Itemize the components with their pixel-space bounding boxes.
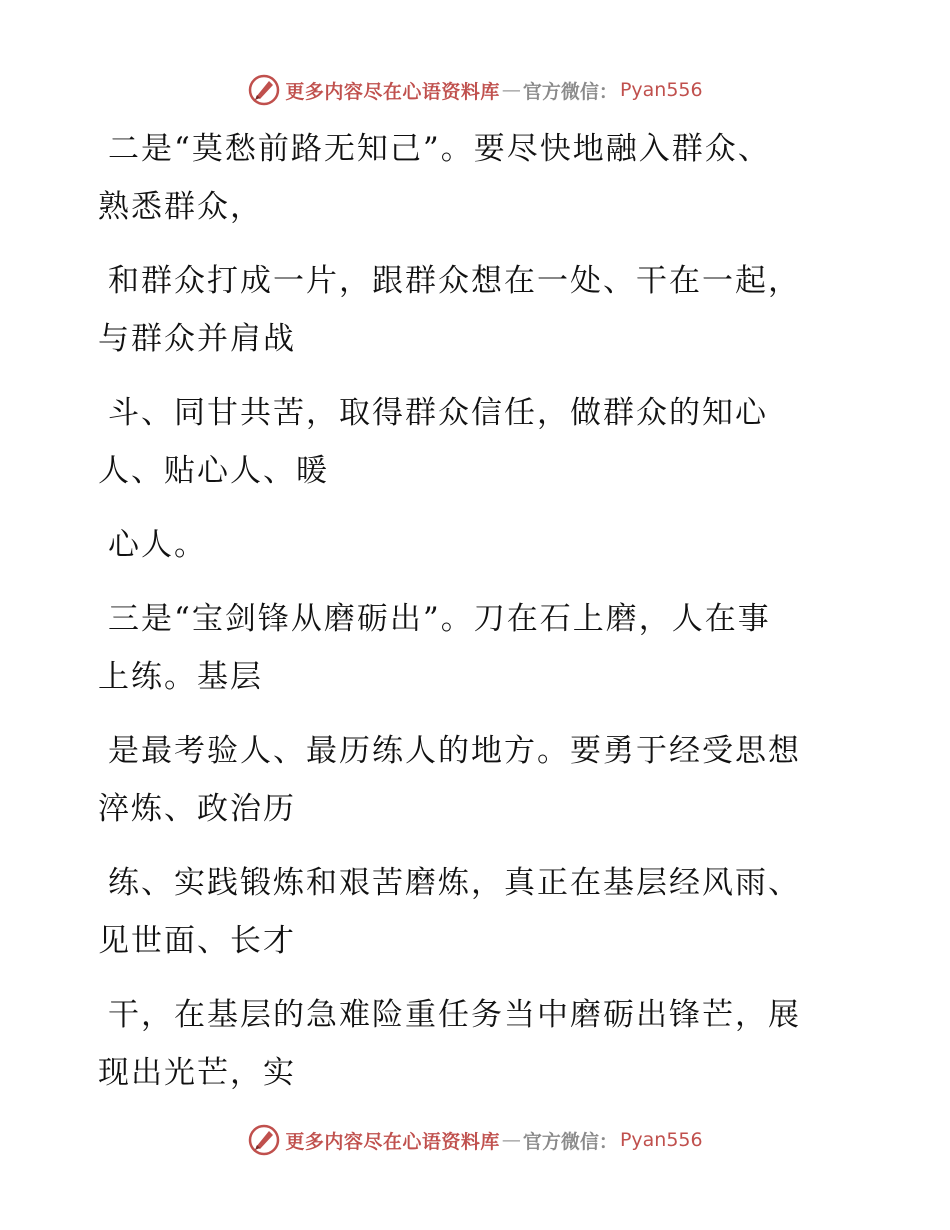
paragraph-line: 见世面、长才 [98, 923, 296, 959]
paragraph-line: 是最考验人、最历练人的地方。要勇于经受思想 [108, 733, 801, 769]
paragraph-line: 干，在基层的急难险重任务当中磨砺出锋芒，展 [108, 997, 801, 1033]
paragraph-line: 现出光芒，实 [98, 1055, 296, 1091]
paragraph-line: 心人。 [108, 527, 207, 563]
pen-logo-icon [247, 73, 281, 107]
paragraph-line: 和群众打成一片，跟群众想在一处、干在一起， [108, 263, 801, 299]
paragraph [98, 722, 838, 838]
header-separator: — [501, 79, 521, 101]
paragraph-line: 淬炼、政治历 [98, 791, 296, 827]
header-contact-id: Pyan556 [619, 79, 703, 101]
paragraph [98, 252, 838, 368]
paragraph-line: 斗、同甘共苦，取得群众信任，做群众的知心 [108, 395, 768, 431]
paragraph [98, 516, 838, 574]
footer-separator: — [501, 1129, 521, 1151]
paragraph [98, 590, 838, 706]
paragraph [98, 854, 838, 970]
footer-site-text: 更多内容尽在心语资料库 [285, 1130, 500, 1153]
paragraph-line: 与群众并肩战 [98, 321, 296, 357]
document-body [98, 120, 838, 1102]
footer-contact-label: 官方微信： [522, 1130, 618, 1153]
paragraph-line: 二是“莫愁前路无知己”。要尽快地融入群众、 [108, 131, 771, 167]
paragraph [98, 384, 838, 500]
paragraph-line: 人、贴心人、暖 [98, 453, 329, 489]
footer-contact-id: Pyan556 [619, 1129, 703, 1151]
header-site-text: 更多内容尽在心语资料库 [285, 80, 500, 103]
paragraph [98, 120, 838, 236]
header-watermark [0, 70, 950, 110]
paragraph-line: 上练。基层 [98, 659, 263, 695]
paragraph-line: 熟悉群众， [98, 189, 263, 225]
paragraph [98, 986, 838, 1102]
paragraph-line: 练、实践锻炼和艰苦磨炼，真正在基层经风雨、 [108, 865, 801, 901]
pen-logo-icon [247, 1123, 281, 1157]
paragraph-line: 三是“宝剑锋从磨砺出”。刀在石上磨，人在事 [108, 601, 771, 637]
footer-watermark [0, 1120, 950, 1160]
header-contact-label: 官方微信： [522, 80, 618, 103]
